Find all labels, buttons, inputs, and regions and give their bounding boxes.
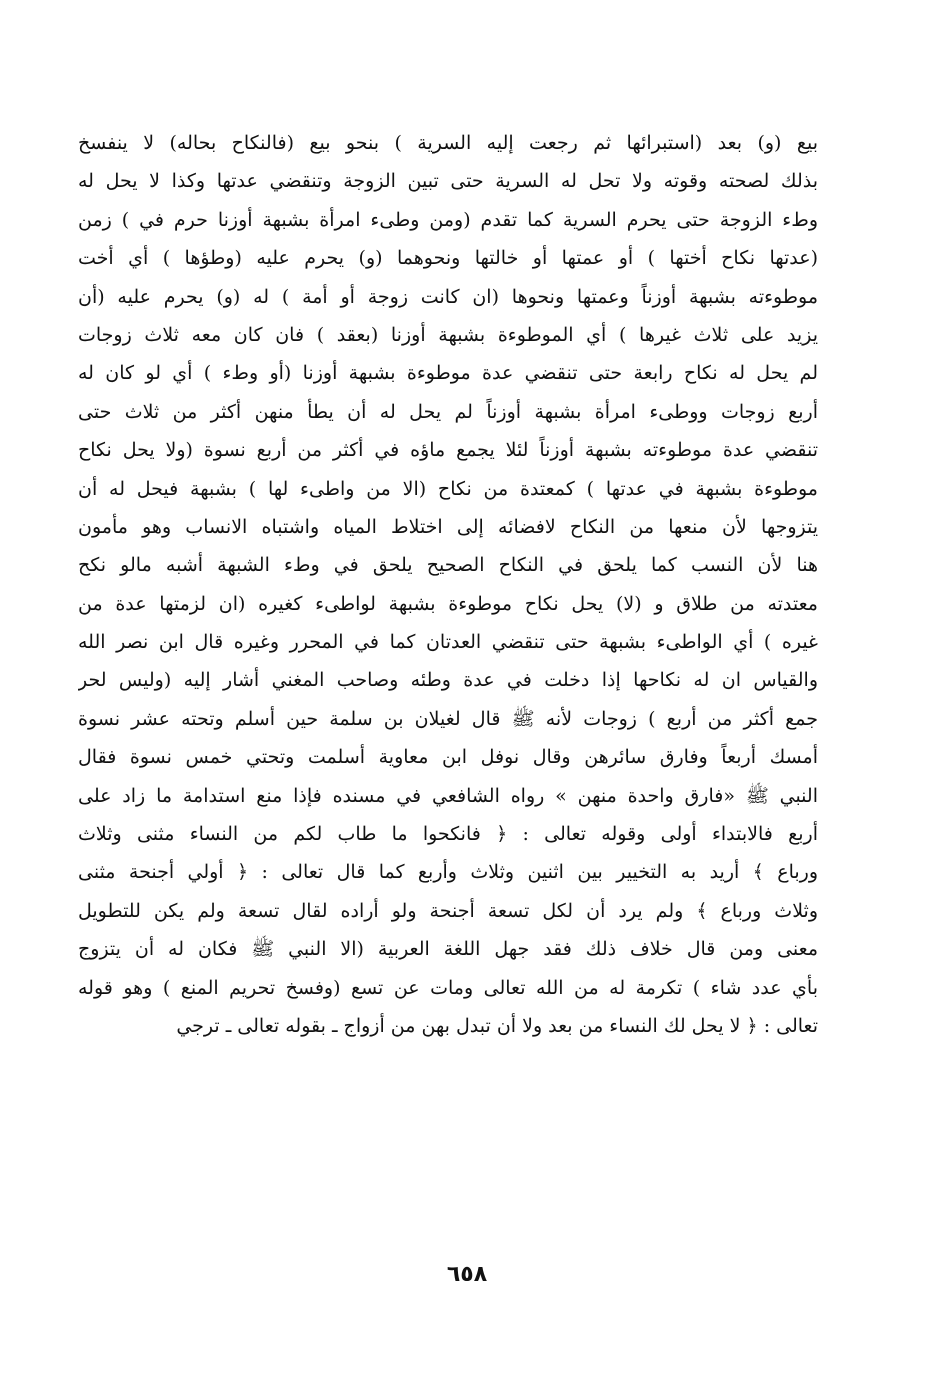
text-line: موطوءته بشبهة أوزناً وعمتها ونحوها (ان كانت زوجة أو أمة ) له (و) يحرم عليه (أن	[78, 285, 818, 308]
text-line: غيره ) أي الواطىء بشبهة حتى تنقضي العدتان كما في المحرر وغيره قال ابن نصر الله	[78, 631, 818, 654]
text-line: والقياس ان له نكاحها إذا دخلت في عدة وطئه وصاحب المغني أشار إليه (وليس لحر	[78, 669, 818, 692]
text-line: يتزوجها لأن منعها من النكاح لافضائه إلى اختلاط المياه واشتباه الانساب وهو مأمون	[78, 515, 818, 538]
text-line: وطء الزوجة حتى يحرم السرية كما تقدم (ومن وطىء امرأة بشبهة أوزنا حرم في ) زمن	[78, 208, 818, 231]
text-line: بذلك لصحته وقوته ولا تحل له السرية حتى تبين الزوجة وتنقضي عدتها وكذا لا يحل له	[78, 170, 818, 193]
text-line: ورباع ﴾ أريد به التخيير بين اثنين وثلاث وأربع كما قال تعالى : ﴿ أولي أجنحة مثنى	[78, 861, 818, 884]
text-line: معنى ومن قال خلاف ذلك فقد جهل اللغة العربية (الا النبي ﷺ فكان له أن يتزوج	[78, 938, 818, 961]
text-line: أربع زوجات ووطىء امرأة بشبهة أوزناً لم يحل له أن يطأ منهن أكثر من ثلاث حتى	[78, 400, 818, 423]
text-line: النبي ﷺ «فارق واحدة منهن » رواه الشافعي في مسنده فإذا منع استدامة ما زاد على	[78, 784, 818, 807]
text-line: (عدتها نكاح أختها ) أو عمتها أو خالتها ونحوهما (و) يحرم عليه (وطؤها ) أي أخت	[78, 247, 818, 270]
text-line: لم يحل له نكاح رابعة حتى تنقضي عدة موطوءة بشبهة أوزنا (أو وطء ) أي لو كان له	[78, 362, 818, 385]
text-line: يزيد على ثلاث غيرها ) أي الموطوءة بشبهة أوزنا (بعقد ) فان كان معه ثلاث زوجات	[78, 323, 818, 346]
text-line: أربع فالابتداء أولى وقوله تعالى : ﴿ فانكحوا ما طاب لكم من النساء مثنى وثلاث	[78, 823, 818, 846]
text-line: بيع (و) بعد (استبرائها ثم رجعت إليه السرية ) بنحو بيع (فالنكاح بحاله) لا ينفسخ	[78, 132, 818, 154]
text-line: معتدته من طلاق و (لا) يحل نكاح موطوءة بشبهة لواطىء كغيره (ان لزمتها عدة من	[78, 592, 818, 615]
text-line: جمع أكثر من أربع ) زوجات لأنه ﷺ قال لغيلان بن سلمة حين أسلم وتحته عشر نسوة	[78, 707, 818, 730]
page-body-text	[78, 124, 818, 1045]
text-line: تعالى : ﴿ لا يحل لك النساء من بعد ولا أن تبدل بهن من أزواج ـ بقوله تعالى ـ ترجي	[176, 1014, 818, 1037]
text-line: هنا لأن النسب كما يلحق في النكاح الصحيح يلحق في وطء الشبهة أشبه مالو نكح	[78, 554, 818, 577]
text-line: تنقضي عدة موطوءته بشبهة أوزناً لئلا يجمع ماؤه في أكثر من أربع نسوة (ولا يحل نكاح	[78, 439, 818, 462]
text-line: بأي عدد شاء ) تكرمة له من الله تعالى ومات عن تسع (وفسخ تحريم المنع ) وهو قوله	[78, 976, 818, 999]
text-line: موطوءة بشبهة في عدتها ) كمعتدة من نكاح (الا من واطىء لها ) بشبهة فيحل له أن	[78, 477, 818, 500]
page-number: ٦٥٨	[446, 1262, 488, 1287]
text-line: أمسك أربعاً وفارق سائرهن وقال نوفل ابن معاوية أسلمت وتحتي خمس نسوة فقال	[78, 746, 818, 769]
text-line: وثلاث ورباع ﴾ ولم يرد أن لكل تسعة أجنحة ولو أراده لقال تسعة ولم يكن للتطويل	[78, 899, 818, 922]
